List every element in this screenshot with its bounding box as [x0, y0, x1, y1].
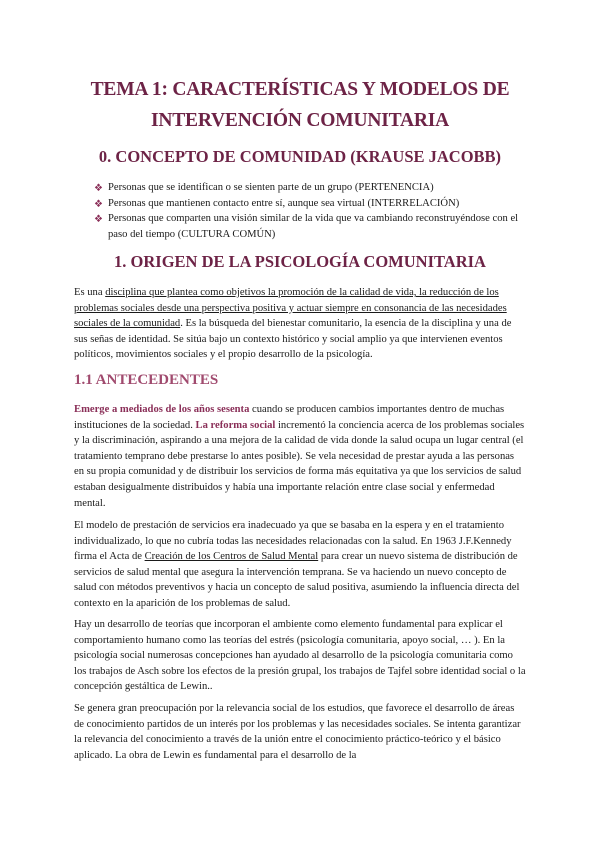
section-0-heading: 0. CONCEPTO DE COMUNIDAD (KRAUSE JACOBB): [98, 147, 502, 166]
paragraph-teorias: Hay un desarrollo de teorías que incorporan el ambiente como elemento fundamental para explicar el comportamiento humano como las teorías del estrés (psicología comunitaria, apoyo social, … ). En la psicología social numerosas concepciones han ayudado al desarrollo de la psicología comunitaria como los trabajos de Asch sobre los efectos de la presión grupal, los trabajos de Tajfel sobre identidad social o la concepción gestáltica de Lewin..: [74, 619, 526, 693]
diamond-bullet-icon: ❖: [94, 198, 103, 210]
paragraph-relevancia: Se genera gran preocupación por la relevancia social de los estudios, que favorece el desarrollo de áreas de conocimiento partidos de un interés por los problemas y las necesidades sociales. Se intenta garantizar la relevancia del conocimiento a través de la unión entre el conocimiento práctico-teórico y el básico aplicado. La obra de Lewin es fundamental para el desarrollo de la: [74, 703, 521, 761]
list-item: ❖ Personas que comparten una visión similar de la vida que va cambiando reconstruyéndose con el paso del tiempo (CULTURA COMÚN): [94, 213, 519, 240]
section-1-heading: 1. ORIGEN DE LA PSICOLOGÍA COMUNITARIA: [114, 252, 486, 271]
list-item: ❖ Personas que mantienen contacto entre sí, aunque sea virtual (INTERRELACIÓN): [94, 196, 524, 212]
paragraph-modelo: El modelo de prestación de servicios era inadecuado ya que se basaba en la espera y en el tratamiento individualizado, lo que no cubría todas las necesidades relacionadas con la salud. En 1963 J.F.Kennedy firma el Acta de Creación de los Centros de Salud Mental para crear un nuevo sistema de distribución de servicios de salud mental que asegura la intervención temprana. Se va haciendo un nuevo concepto de salud con métodos preventivos y hacia un concepto de salud positiva, asumiendo la influencia directa del contexto en la aparición de los problemas de salud.: [74, 520, 520, 609]
document-title: [54, 74, 546, 136]
paragraph-definition: Es una disciplina que plantea como objetivos la promoción de la calidad de vida, la reducción de los problemas sociales desde una perspectiva positiva y actuar siempre en consonancia de las necesidades sociales de la comunidad. Es la búsqueda del bienestar comunitario, la esencia de la disciplina y una de sus señas de identidad. Se sitúa bajo un contexto histórico y social amplio ya que intervienen eventos políticos, movimientos sociales y el propio desarrollo de la psicología.: [74, 287, 512, 361]
section-1-1-heading: 1.1 ANTECEDENTES: [74, 372, 219, 388]
list-item: ❖ Personas que se identifican o se sienten parte de un grupo (PERTENENCIA): [94, 180, 524, 196]
title-line-1: TEMA 1: CARACTERÍSTICAS Y MODELOS DE: [90, 79, 510, 100]
title-line-2: INTERVENCIÓN COMUNITARIA: [150, 110, 450, 131]
bullet-list: [94, 180, 524, 242]
diamond-bullet-icon: ❖: [94, 183, 103, 194]
diamond-bullet-icon: ❖: [94, 214, 103, 225]
paragraph-antecedentes: Emerge a mediados de los años sesenta cuando se producen cambios importantes dentro de muchas instituciones de la sociedad. La reforma social incrementó la conciencia acerca de los problemas sociales y la discriminación, aspirando a una mejora de la calidad de vida donde la salud ocupa un lugar central (el tratamiento temprano debe prestarse lo antes posible). Se vela necesidad de prestar ayuda a las personas en su propia comunidad y de distribuir los servicios de forma más equitativa ya que los servicios de salud estaban desigualmente distribuidos y había una importante relación entre clase social y enfermedad mental.: [74, 404, 525, 509]
